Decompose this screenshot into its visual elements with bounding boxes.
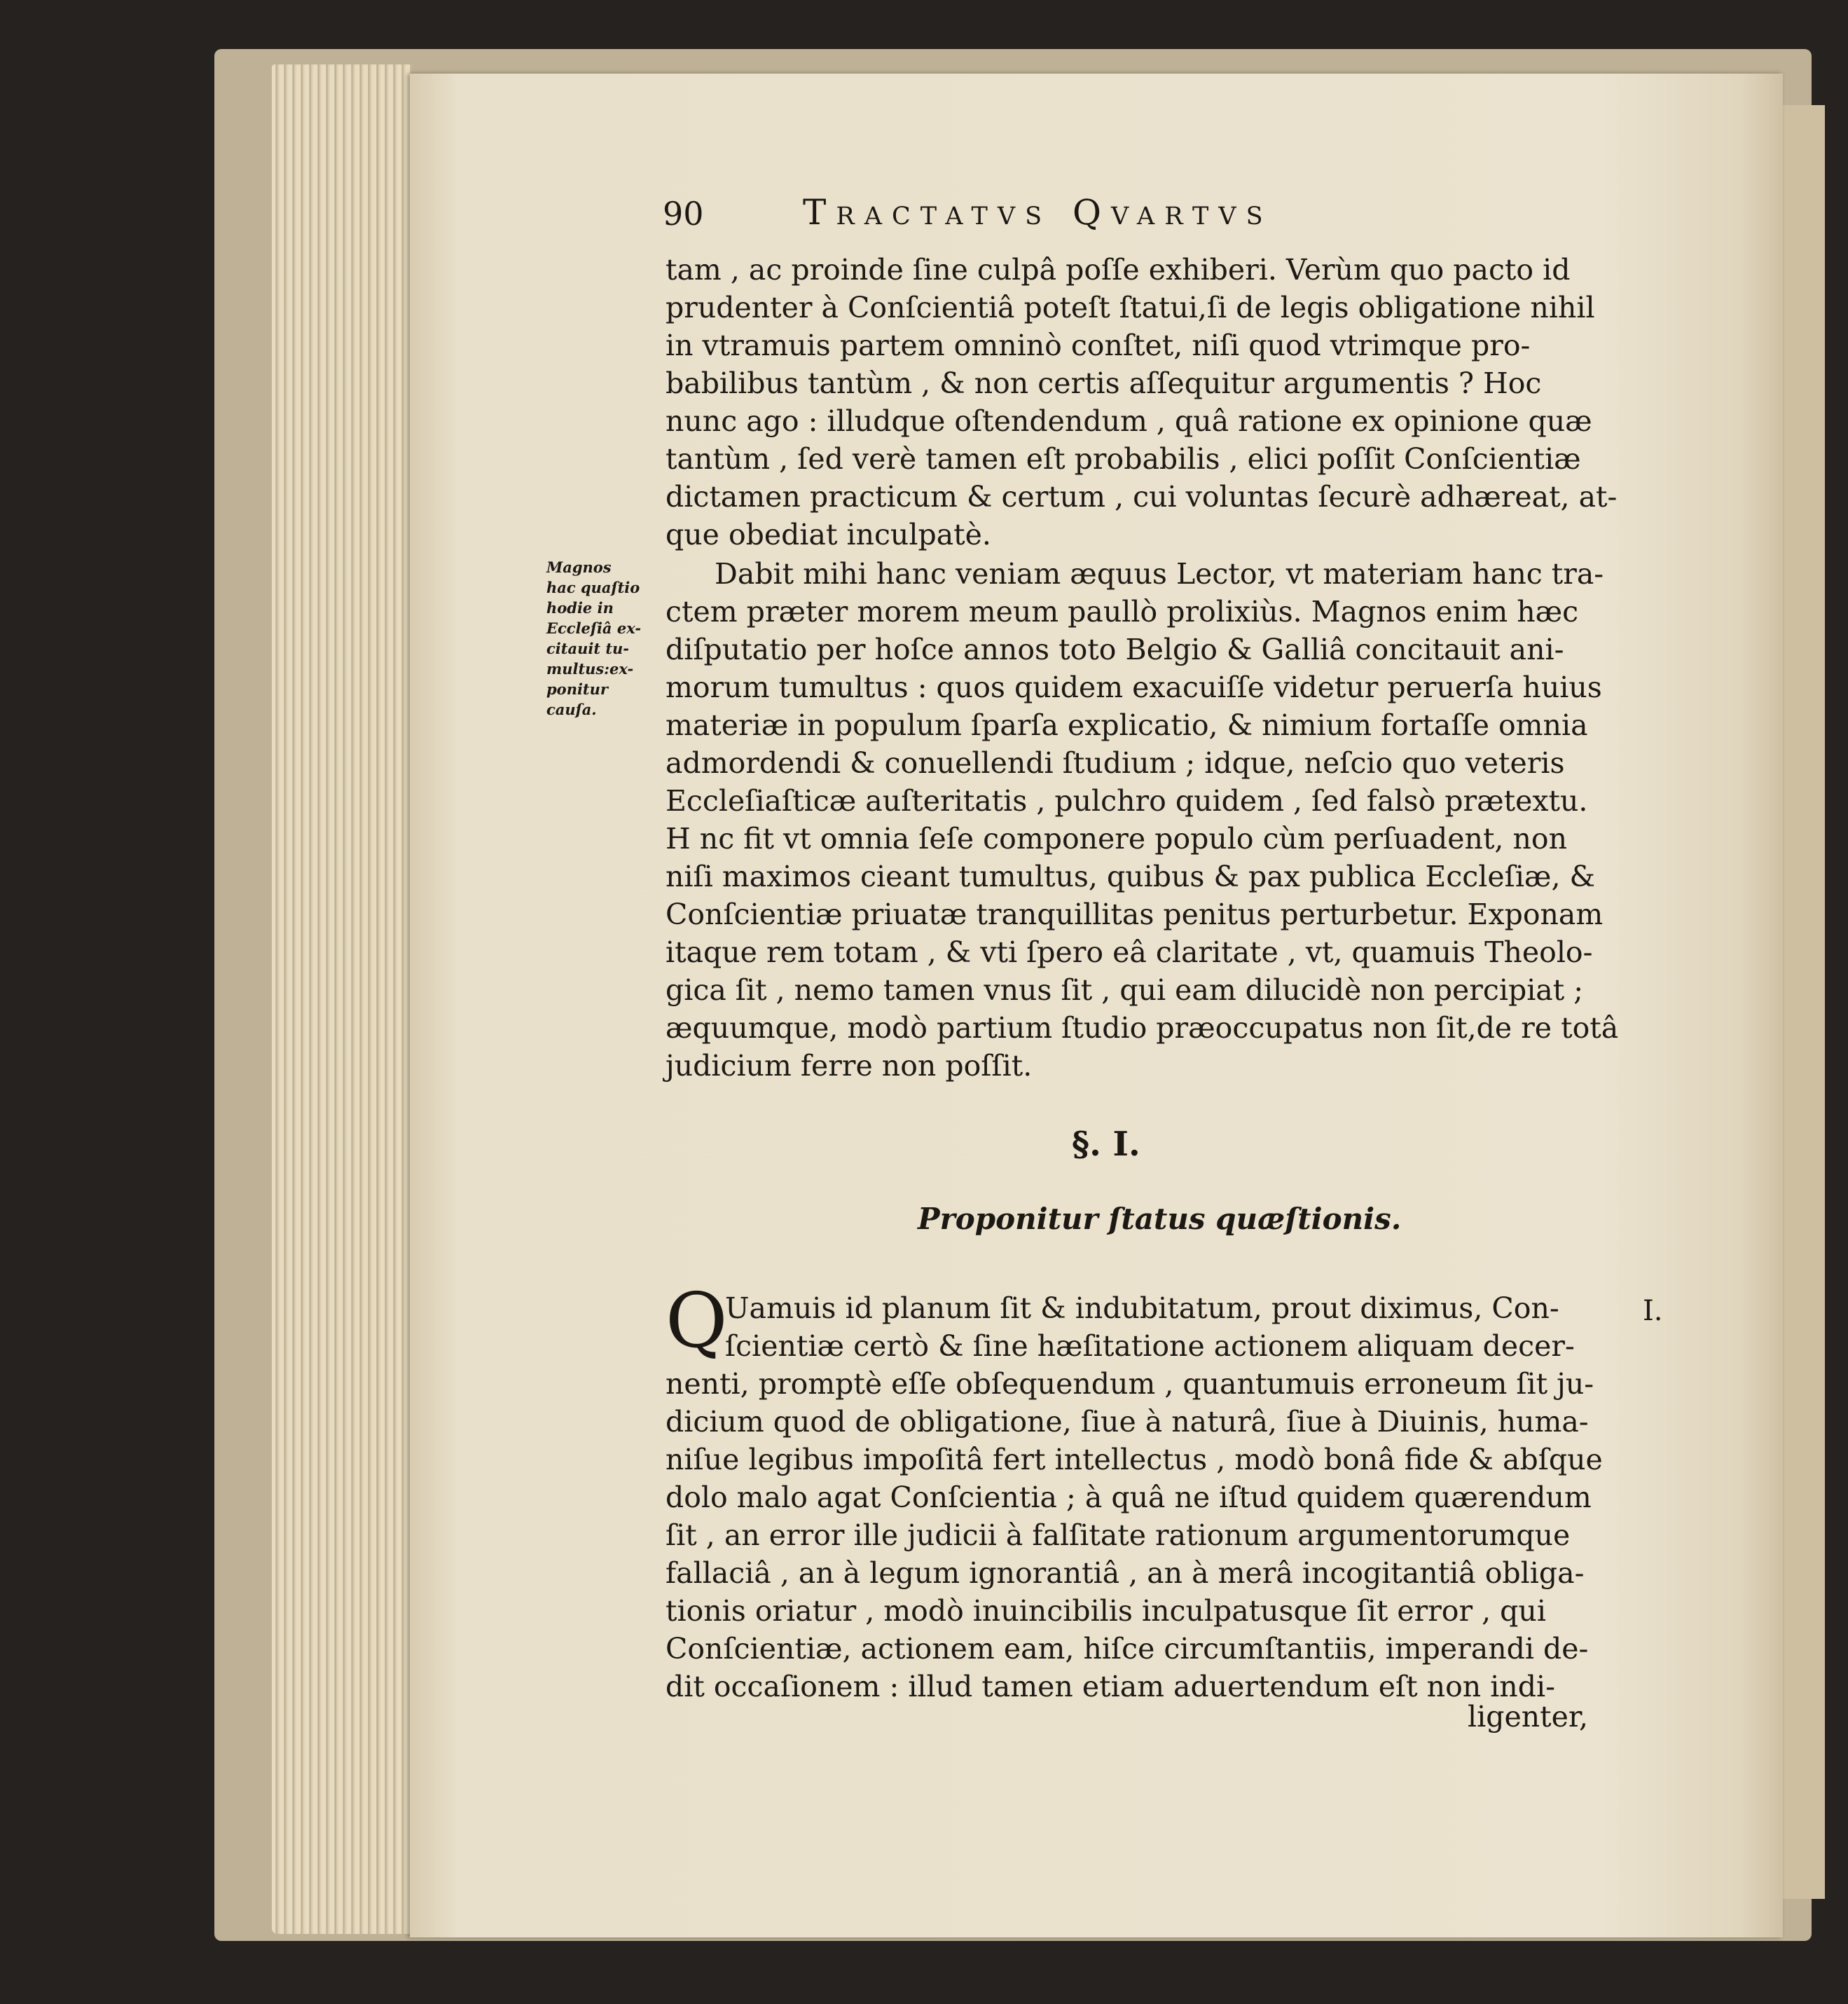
margin-note-line: hac quaſtio xyxy=(546,579,640,596)
text-line: prudenter à Conſcientiâ poteſt ſtatui,ſi de legis obligatione nihil xyxy=(666,291,1595,324)
text-line: nenti, promptè eſſe obſequendum , quantumuis erroneum ſit ju- xyxy=(666,1367,1594,1401)
margin-number: I. xyxy=(1643,1295,1663,1327)
text-line: ctem præter morem meum paullò prolixiùs. Magnos enim hæc xyxy=(666,595,1579,629)
text-line: in vtramuis partem omninò conſtet, niſi quod vtrimque pro- xyxy=(666,329,1531,362)
text-line: gica ſit , nemo tamen vnus ſit , qui eam dilucidè non percipiat ; xyxy=(666,973,1584,1007)
text-line: tam , ac proinde ſine culpâ poſſe exhiberi. Verùm quo pacto id xyxy=(666,253,1571,287)
text-line: tionis oriatur , modò inuincibilis inculpatusque ſit error , qui xyxy=(666,1594,1546,1628)
text-line: ſcientiæ certò & ſine hæſitatione actionem aliquam decer- xyxy=(725,1329,1575,1363)
facing-page-edge xyxy=(1783,105,1825,1899)
margin-note-line: cauſa. xyxy=(546,701,597,718)
text-line: fallaciâ , an à legum ignorantiâ , an à merâ incogitantiâ obliga- xyxy=(666,1556,1585,1590)
margin-note-line: citauit tu- xyxy=(546,640,630,657)
margin-note-line: ponitur xyxy=(546,680,608,698)
text-line: Eccleſiaſticæ auſteritatis , pulchro quidem , ſed falsò prætextu. xyxy=(666,784,1588,818)
text-line: itaque rem totam , & vti ſpero eâ claritate , vt, quamuis Theolo- xyxy=(666,935,1593,969)
text-line: dicium quod de obligatione, ſiue à naturâ, ſiue à Diuinis, huma- xyxy=(666,1405,1589,1439)
text-line: tantùm , ſed verè tamen eſt probabilis , elici poſſit Conſcientiæ xyxy=(666,442,1581,476)
margin-note-line: Eccleſiâ ex- xyxy=(546,619,642,637)
text-line: Conſcientiæ, actionem eam, hiſce circumſtantiis, imperandi de- xyxy=(666,1632,1589,1666)
catchword: ligenter, xyxy=(1468,1700,1589,1734)
section-title: Proponitur ſtatus quæſtionis. xyxy=(918,1202,1402,1236)
text-line: materiæ in populum ſparſa explicatio, & nimium fortaſſe omnia xyxy=(666,708,1588,742)
text-line: diſputatio per hoſce annos toto Belgio & Galliâ concitauit ani- xyxy=(666,633,1564,666)
text-line: ſit , an error ille judicii à falſitate rationum argumentorumque xyxy=(666,1518,1571,1552)
text-line: Conſcientiæ priuatæ tranquillitas penitus perturbetur. Exponam xyxy=(666,898,1604,931)
section-number: §. I. xyxy=(1072,1125,1140,1164)
text-line: niſue legibus impoſitâ fert intellectus , modò bonâ fide & abſque xyxy=(666,1443,1603,1476)
margin-note-line: Magnos xyxy=(546,558,612,576)
text-line: morum tumultus : quos quidem exacuiſſe videtur peruerſa huius xyxy=(666,671,1602,704)
text-line: judicium ferre non poſſit. xyxy=(666,1049,1033,1083)
text-line: babilibus tantùm , & non certis aſſequitur argumentis ? Hoc xyxy=(666,366,1542,400)
text-line: nunc ago : illudque oſtendendum , quâ ratione ex opinione quæ xyxy=(666,404,1592,438)
text-line: H nc fit vt omnia ſeſe componere populo cùm perſuadent, non xyxy=(666,822,1567,856)
text-line: dit occaſionem : illud tamen etiam aduertendum eſt non indi- xyxy=(666,1670,1555,1703)
text-line: Uamuis id planum ſit & indubitatum, prout diximus, Con- xyxy=(725,1291,1559,1325)
margin-note xyxy=(546,557,666,720)
running-header xyxy=(663,192,1622,237)
text-line: Dabit mihi hanc veniam æquus Lector, vt materiam hanc tra- xyxy=(715,557,1604,591)
text-line: admordendi & conuellendi ſtudium ; idque, neſcio quo veteris xyxy=(666,746,1565,780)
text-line: dictamen practicum & certum , cui voluntas ſecurè adhæreat, at- xyxy=(666,480,1618,514)
text-line: dolo malo agat Conſcientia ; à quâ ne iſtud quidem quærendum xyxy=(666,1481,1592,1514)
margin-note-line: multus:ex- xyxy=(546,660,634,678)
text-line: æquumque, modò partium ſtudio præoccupatus non ſit,de re totâ xyxy=(666,1011,1619,1045)
text-line: niſi maximos cieant tumultus, quibus & pax publica Eccleſiæ, & xyxy=(666,860,1596,893)
text-line: que obediat inculpatè. xyxy=(666,518,991,551)
drop-cap: Q xyxy=(666,1277,728,1365)
page-edges xyxy=(272,64,412,1934)
running-title: Tractatvs Qvartvs xyxy=(803,192,1273,233)
margin-note-line: hodie in xyxy=(546,599,614,617)
page-number: 90 xyxy=(663,195,704,233)
